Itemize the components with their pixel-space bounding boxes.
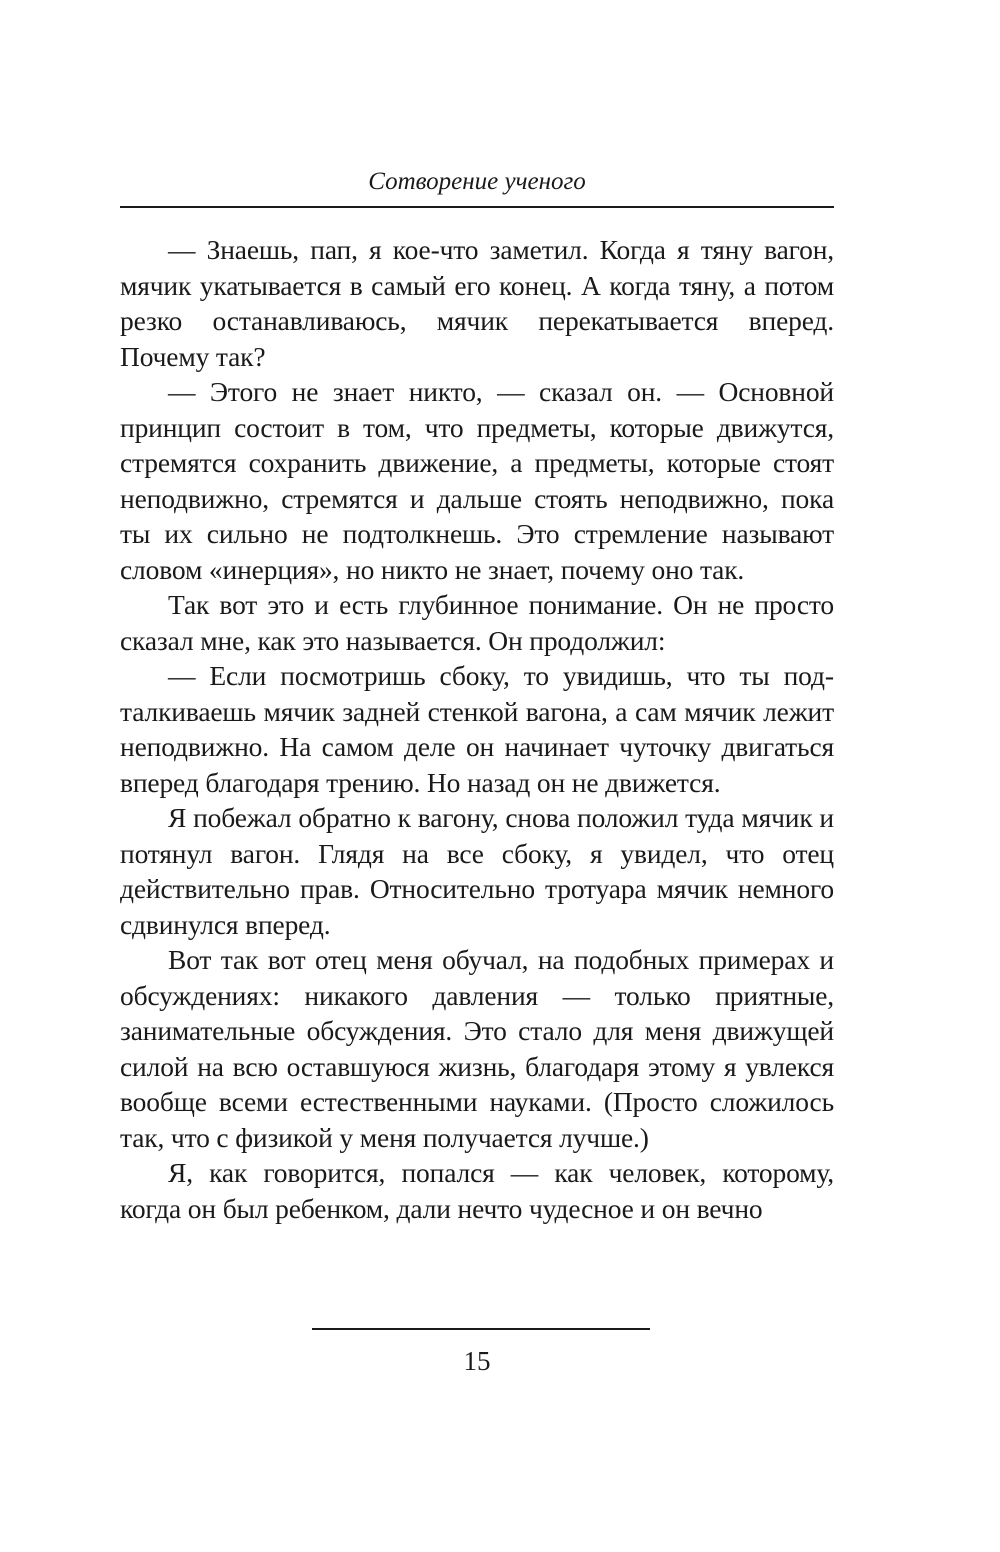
body-text	[120, 232, 834, 1226]
footer-rule	[312, 1328, 650, 1330]
paragraph: — Если посмотришь сбоку, то увидишь, что ты подталкиваешь мячик задней стенкой вагона, а сам мячик лежит неподвижно. На самом деле он начинает чуточку двигаться вперед благодаря трению. Но назад он не движется.	[120, 660, 834, 798]
paragraph: — Знаешь, пап, я кое-что заметил. Когда я тяну вагон, мячик укатывается в самый его конец. А когда тяну, а потом резко останавливаюсь, мячик перекатывается вперед. Почему так?	[120, 234, 834, 372]
paragraph: Я побежал обратно к вагону, снова положил туда мячик и потянул вагон. Глядя на все сбоку, я увидел, что отец действительно прав. Относительно тротуара мячик немного сдвинулся вперед.	[120, 802, 834, 940]
paragraph: Так вот это и есть глубинное понимание. Он не просто сказал мне, как это называется. Он продолжил:	[120, 589, 834, 656]
paragraph: — Этого не знает никто, — сказал он. — Основной принцип состоит в том, что предметы, которые движутся, стремятся сохранить движение, а предметы, которые стоят неподвижно, стремятся и дальше стоять неподвижно, пока ты их сильно не подтолкнешь. Это стремление называют словом «инерция», но никто не знает, почему оно так.	[120, 376, 834, 585]
paragraph: Вот так вот отец меня обучал, на подобных примерах и обсуждениях: никакого давления — только приятные, занимательные обсуждения. Это стало для меня движущей силой на всю оставшуюся жизнь, благодаря этому я увлекся вообще всеми естественными науками. (Просто сложилось так, что с физикой у меня получается лучше.)	[120, 944, 834, 1153]
running-title: Сотворение ученого	[368, 168, 586, 195]
page-number: 15	[463, 1346, 491, 1376]
paragraph: Я, как говорится, попался — как человек, которому, когда он был ребенком, дали нечто чудесное и он вечно	[120, 1157, 834, 1224]
header-rule	[120, 206, 834, 208]
